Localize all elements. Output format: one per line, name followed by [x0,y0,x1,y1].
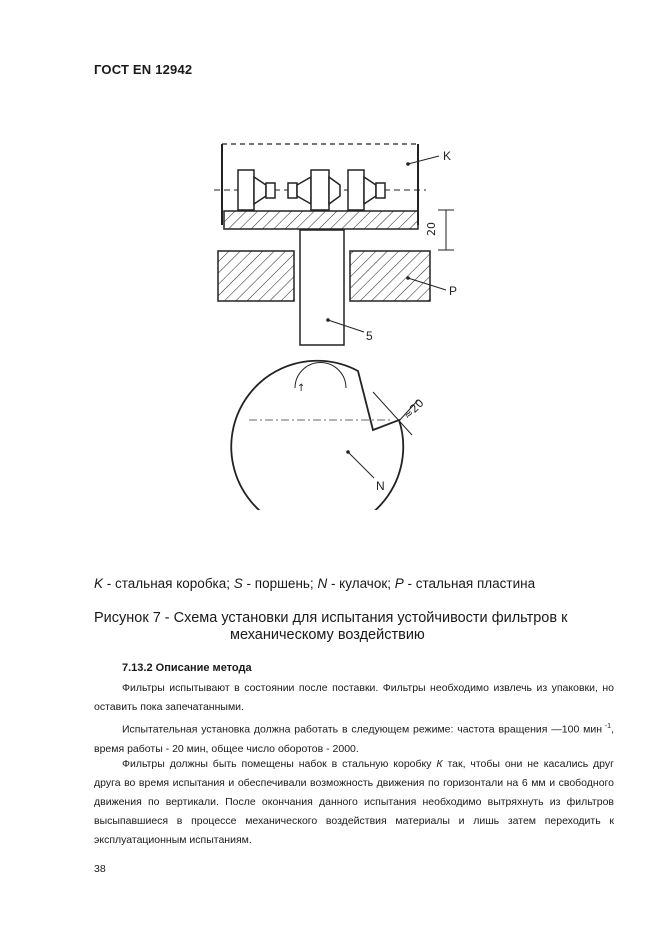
label-p: P [449,284,458,298]
paragraph-1: Фильтры испытывают в состоянии после поставки. Фильтры необходимо извлечь из упаковки, но оставить пока запечатанными. [94,682,614,713]
figure-title-line-1: Рисунок 7 - Схема установки для испытания устойчивости фильтров к [94,610,568,626]
page-number: 38 [94,863,106,875]
figure-legend: K - стальная коробка; S - поршень; N - кулачок; P - стальная пластина [94,576,536,591]
filter-1 [238,170,275,210]
paragraph-3: Фильтры должны быть помещены набок в стальную коробку К так, чтобы они не касались друг друга во время испытания и обеспечивали возможность движения по горизонтали на 6 мм и свободного движения по вертикали. После окончания данного испытания необходимо вытряхнуть из фильтров высыпавшиеся в процессе механического воздействия материалы и лишь затем переходить к эксплуатационным испытаниям. [94,758,614,846]
steel-plate-left [218,251,294,301]
document-header: ГОСТ EN 12942 [94,62,193,77]
paragraph-2: Испытательная установка должна работать в следующем режиме: частота вращения —100 мин $^{-1}$, время работы - 20 мин, общее число оборотов - 2000. [94,723,615,755]
rotation-arrow: ↑ [297,383,306,394]
label-n: N [376,479,385,493]
figure-title [94,610,594,644]
box-bottom-plate [224,211,418,229]
label-k: K [443,149,452,163]
section-title: 7.13.2 Описание метода [122,662,252,674]
filter-2 [288,170,340,210]
piston [300,230,344,345]
figure-title-line-2: механическому воздействию [230,627,425,643]
label-s: 5 [366,329,373,343]
filter-3 [348,170,385,210]
dim-label-20: 20 [425,222,438,236]
test-setup-diagram [180,130,500,510]
steel-plate-right [350,251,430,301]
dim-label-approx-20: ≈20 [400,396,427,423]
